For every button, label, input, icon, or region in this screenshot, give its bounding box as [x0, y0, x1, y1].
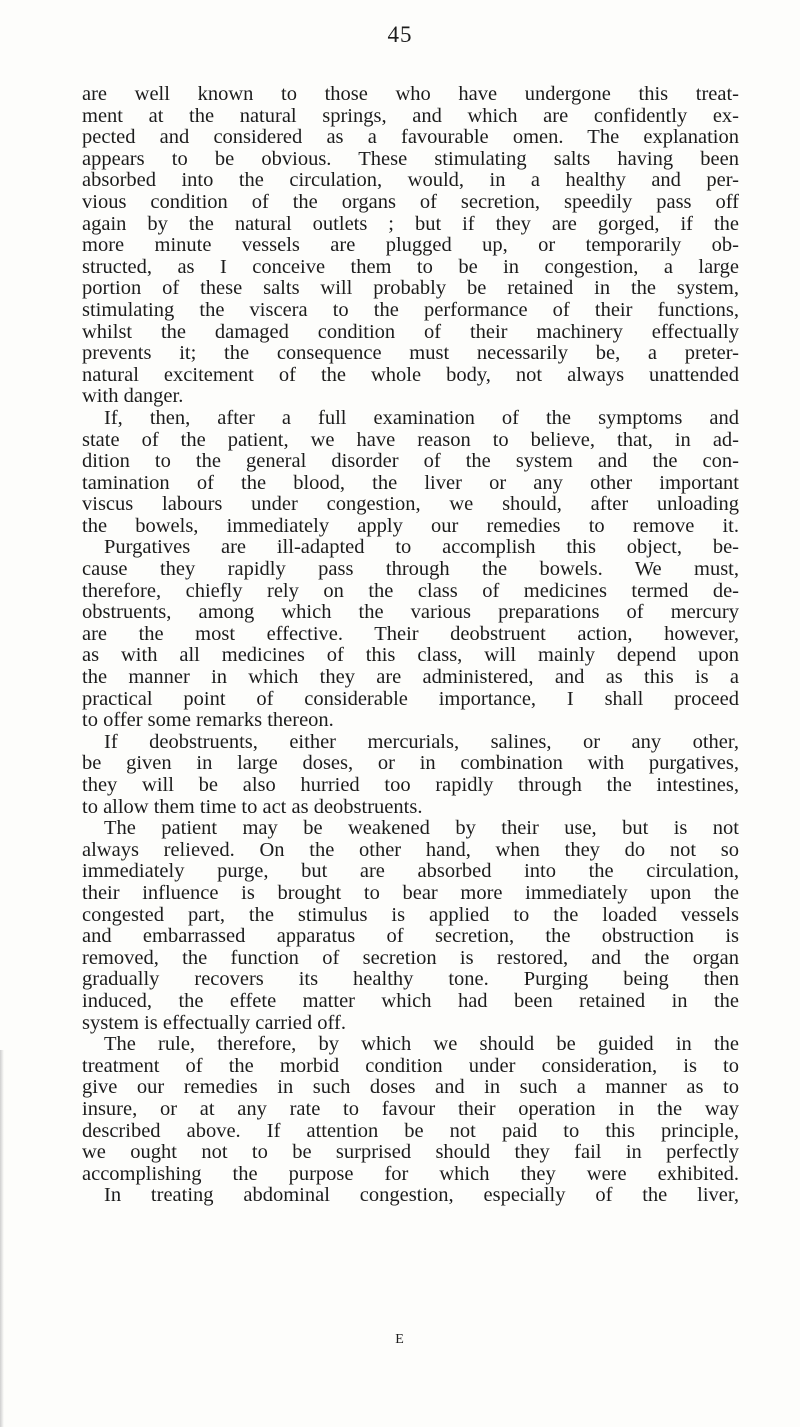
text-line: give our remedies in such doses and in such a manner as to — [82, 1076, 739, 1099]
text-line: obstruents, among which the various preparations of mercury — [82, 601, 739, 624]
text-line: prevents it; the consequence must necessarily be, a preter- — [82, 342, 739, 365]
signature-mark: E — [395, 1332, 405, 1347]
text-line: to offer some remarks thereon. — [82, 709, 334, 732]
text-line: The rule, therefore, by which we should be guided in the — [104, 1033, 739, 1056]
text-line: as with all medicines of this class, will mainly depend upon — [82, 644, 739, 667]
text-line: removed, the function of secretion is restored, and the organ — [82, 946, 739, 969]
text-line: natural excitement of the whole body, not always unattended — [82, 363, 739, 386]
text-line: cause they rapidly pass through the bowels. We must, — [82, 558, 739, 581]
text-line: whilst the damaged condition of their machinery effectually — [82, 320, 739, 343]
text-line: appears to be obvious. These stimulating salts having been — [82, 147, 739, 170]
page-edge-shadow — [0, 1050, 4, 1427]
text-line: absorbed into the circulation, would, in a healthy and per- — [82, 169, 739, 192]
text-line: always relieved. On the other hand, when they do not so — [82, 838, 739, 861]
text-line: structed, as I conceive them to be in congestion, a large — [82, 255, 739, 278]
body-text — [82, 84, 739, 1207]
text-line: vious condition of the organs of secretion, speedily pass off — [82, 190, 739, 213]
text-line: and embarrassed apparatus of secretion, the obstruction is — [82, 925, 739, 948]
text-line: practical point of considerable importance, I shall proceed — [82, 687, 739, 710]
text-line: state of the patient, we have reason to believe, that, in ad- — [82, 428, 739, 451]
text-line: more minute vessels are plugged up, or temporarily ob- — [82, 234, 739, 257]
text-line: again by the natural outlets ; but if they are gorged, if the — [82, 212, 739, 235]
text-line: If deobstruents, either mercurials, salines, or any other, — [104, 730, 739, 753]
text-line: system is effectually carried off. — [82, 1011, 346, 1034]
text-line: ment at the natural springs, and which are confidently ex- — [82, 104, 739, 127]
text-line: the manner in which they are administered, and as this is a — [82, 666, 739, 689]
text-line: be given in large doses, or in combination with purgatives, — [82, 752, 739, 775]
text-line: their influence is brought to bear more immediately upon the — [82, 881, 739, 904]
text-line: congested part, the stimulus is applied to the loaded vessels — [82, 903, 739, 926]
text-line: pected and considered as a favourable omen. The explanation — [82, 126, 739, 149]
text-line: viscus labours under congestion, we should, after unloading — [82, 493, 739, 516]
text-line: the bowels, immediately apply our remedies to remove it. — [82, 514, 739, 537]
text-line: therefore, chiefly rely on the class of medicines termed de- — [82, 579, 739, 602]
text-line: described above. If attention be not paid to this principle, — [82, 1119, 739, 1142]
text-line: insure, or at any rate to favour their operation in the way — [82, 1097, 739, 1120]
text-line: Purgatives are ill-adapted to accomplish this object, be- — [104, 536, 739, 559]
text-line: treatment of the morbid condition under consideration, is to — [82, 1054, 739, 1077]
text-line: are well known to those who have undergone this treat- — [82, 83, 739, 105]
text-line: The patient may be weakened by their use, but is not — [104, 817, 739, 840]
text-line: are the most effective. Their deobstruent action, however, — [82, 622, 739, 645]
text-line: stimulating the viscera to the performance of their functions, — [82, 298, 739, 321]
text-line: accomplishing the purpose for which they were exhibited. — [82, 1162, 739, 1185]
text-line: tamination of the blood, the liver or any other important — [82, 471, 739, 494]
text-line: we ought not to be surprised should they fail in perfectly — [82, 1141, 739, 1164]
text-line: dition to the general disorder of the system and the con- — [82, 450, 739, 473]
text-line: to allow them time to act as deobstruents. — [82, 795, 423, 818]
text-line: portion of these salts will probably be retained in the system, — [82, 277, 739, 300]
text-line: with danger. — [82, 385, 184, 408]
page-number: 45 — [387, 22, 413, 47]
text-line: If, then, after a full examination of the symptoms and — [104, 406, 739, 429]
text-line: they will be also hurried too rapidly through the intestines, — [82, 774, 739, 796]
text-line: In treating abdominal congestion, especially of the liver, — [104, 1184, 739, 1207]
text-line: induced, the effete matter which had been retained in the — [82, 989, 739, 1012]
text-line: immediately purge, but are absorbed into the circulation, — [82, 860, 739, 883]
text-line: gradually recovers its healthy tone. Purging being then — [82, 968, 739, 991]
